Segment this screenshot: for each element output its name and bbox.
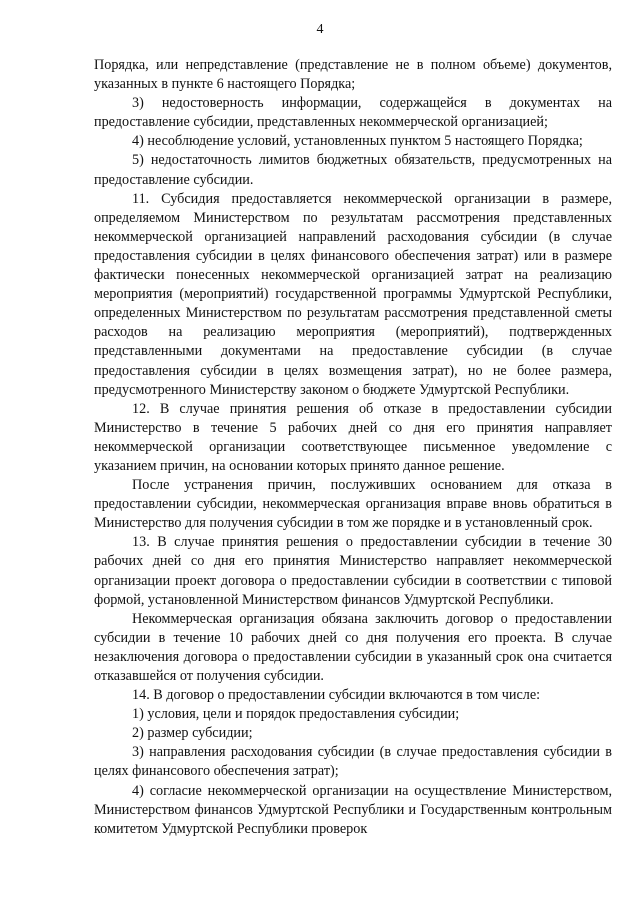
paragraph-clause-14: 14. В договор о предоставлении субсидии включаются в том числе: [132, 687, 541, 704]
paragraph-item-4: 4) несоблюдение условий, установленных пунктом 5 настоящего Порядка; [132, 133, 583, 150]
paragraph-list-item-2: 2) размер субсидии; [132, 725, 253, 742]
paragraph-clause-12: 12. В случае принятия решения об отказе в предоставлении субсидии Министерство в течение 5 рабочих дней со дня его принятия направляет некоммерческой организации соответствующее письменное уведомление с указанием причин, на основании которых принято данное решение. [94, 400, 612, 474]
paragraph-continuation: Порядка, или непредставление (представление не в полном объеме) документов, указанных в пункте 6 настоящего Порядка; [94, 57, 612, 93]
paragraph-clause-13-obligation: Некоммерческая организация обязана заключить договор о предоставлении субсидии в течение 10 рабочих дней со дня получения его проекта. В случае незаключения договора о предоставлении субсидии в указанный срок она считается отказавшейся от получения субсидии. [94, 610, 612, 684]
paragraph-clause-11: 11. Субсидия предоставляется некоммерческой организации в размере, определяемом Министерством по результатам рассмотрения представленных некоммерческой организацией направлений расходования субсидии (в случае предоставления субсидии в целях финансового обеспечения затрат) или в размере фактически понесенных некоммерческой организацией затрат на реализацию мероприятия (мероприятий) государственной программы Удмуртской Республики, определенных Министерством по результатам рассмотрения представленной сметы расходов на реализацию мероприятия (мероприятий), подтвержденных представленными документами на предоставление субсидии (в случае предоставления субсидии в целях возмещения затрат), но не более размера, предусмотренного Министерству законом о бюджете Удмуртской Республики. [94, 190, 612, 398]
paragraph-item-5: 5) недостаточность лимитов бюджетных обязательств, предусмотренных на предоставление субсидии. [94, 152, 612, 188]
paragraph-list-item-1: 1) условия, цели и порядок предоставления субсидии; [132, 706, 460, 723]
paragraph-item-3: 3) недостоверность информации, содержащейся в документах на предоставление субсидии, представленных некоммерческой организацией; [94, 95, 612, 131]
paragraph-list-item-3: 3) направления расходования субсидии (в случае предоставления субсидии в целях финансового обеспечения затрат); [94, 744, 612, 780]
paragraph-clause-13: 13. В случае принятия решения о предоставлении субсидии в течение 30 рабочих дней со дня его принятия Министерство направляет некоммерческой организации проект договора о предоставлении субсидии в соответствии с типовой формой, установленной Министерством финансов Удмуртской Республики. [94, 534, 612, 608]
document-body [94, 56, 612, 839]
paragraph-list-item-4: 4) согласие некоммерческой организации на осуществление Министерством, Министерством финансов Удмуртской Республики и Государственным контрольным комитетом Удмуртской Республики проверок [94, 782, 612, 837]
paragraph-clause-12-resubmission: После устранения причин, послуживших основанием для отказа в предоставлении субсидии, некоммерческая организация вправе вновь обратиться в Министерство для получения субсидии в том же порядке и в установленный срок. [94, 477, 612, 532]
page-number: 4 [316, 22, 324, 37]
